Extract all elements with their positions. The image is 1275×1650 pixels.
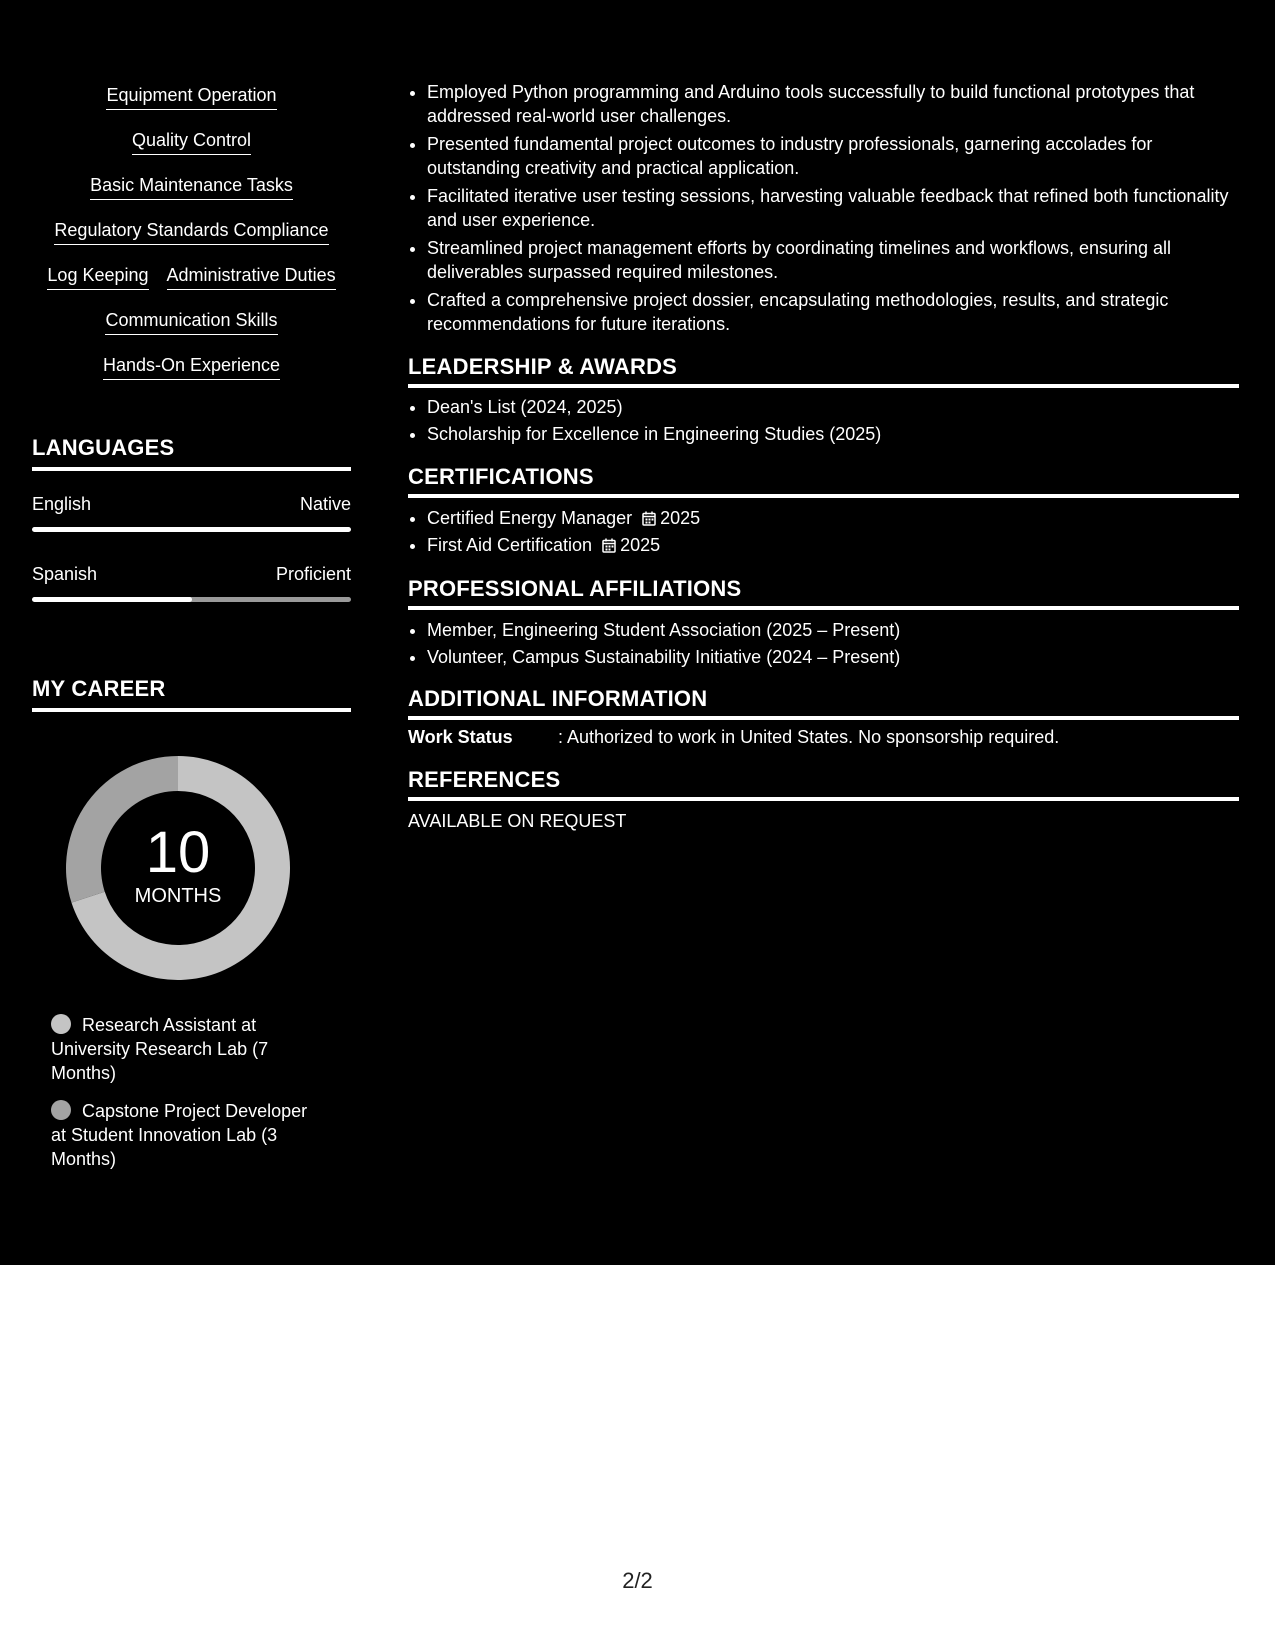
language-level: Proficient (275, 564, 351, 584)
career-total-unit: MONTHS (134, 884, 222, 907)
affiliation-item: • Volunteer, Campus Sustainability Initiative (2024 – Present) (427, 645, 900, 669)
skill-tag: Log Keeping (47, 264, 148, 290)
certification-item (427, 533, 700, 557)
leadership-heading: LEADERSHIP & AWARDS (408, 354, 1239, 388)
skill-row (32, 129, 351, 174)
experience-bullet: • Employed Python programming and Arduino tools successfully to build functional prototypes that addressed real-world user challenges. (427, 80, 1239, 128)
skill-row (32, 219, 351, 264)
language-proficiency-fill (32, 527, 351, 532)
career-heading: MY CAREER (32, 676, 351, 712)
skills-list (32, 84, 351, 399)
calendar-icon (642, 511, 656, 526)
language-proficiency-fill (32, 597, 192, 602)
additional-info-heading: ADDITIONAL INFORMATION (408, 686, 1239, 720)
leadership-list (408, 395, 881, 446)
work-status-label: Work Status (408, 727, 513, 747)
skill-tag: Hands-On Experience (103, 354, 280, 380)
skill-row (32, 174, 351, 219)
skill-tag: Basic Maintenance Tasks (90, 174, 293, 200)
experience-bullet: • Facilitated iterative user testing sessions, harvesting valuable feedback that refined both functionality and user experience. (427, 184, 1239, 232)
skill-row (32, 84, 351, 129)
language-proficiency-bar (32, 597, 351, 602)
language-level: Native (299, 494, 351, 514)
languages-heading: LANGUAGES (32, 435, 351, 471)
language-english (32, 494, 351, 532)
certification-year: 2025 (620, 535, 661, 555)
skill-tag: Quality Control (132, 129, 251, 155)
references-heading: REFERENCES (408, 767, 1239, 801)
work-status-row (408, 727, 1239, 748)
language-row (32, 494, 351, 515)
career-donut-chart (66, 756, 290, 980)
certifications-list (408, 506, 700, 557)
language-proficiency-bar (32, 527, 351, 532)
career-legend-item (51, 1099, 321, 1171)
affiliations-list (408, 618, 900, 669)
experience-bullet: • Streamlined project management efforts by coordinating timelines and workflows, ensuring all deliverables surpassed required milestones. (427, 236, 1239, 284)
certification-name: First Aid Certification (427, 535, 593, 555)
skill-tag: Communication Skills (105, 309, 277, 335)
skill-row (32, 309, 351, 354)
legend-dot (51, 1014, 71, 1034)
legend-dot (51, 1100, 71, 1120)
calendar-icon (602, 538, 616, 553)
certification-year: 2025 (660, 508, 701, 528)
references-text: AVAILABLE ON REQUEST (408, 811, 627, 831)
language-name: English (32, 494, 92, 514)
legend-label: Capstone Project Developer at Student Innovation Lab (3 Months) (51, 1101, 308, 1169)
page-number: 2/2 (622, 1568, 653, 1593)
language-name: Spanish (32, 564, 98, 584)
certifications-heading: CERTIFICATIONS (408, 464, 1239, 498)
certification-item (427, 506, 700, 530)
legend-label: Research Assistant at University Research Lab (7 Months) (51, 1015, 269, 1083)
experience-bullet: • Crafted a comprehensive project dossier, encapsulating methodologies, results, and strategic recommendations for future iterations. (427, 288, 1239, 336)
donut-center (66, 756, 290, 980)
certification-name: Certified Energy Manager (427, 508, 633, 528)
skill-row (32, 354, 351, 399)
skill-row (32, 264, 351, 309)
experience-bullets (408, 80, 1239, 336)
skill-tag: Regulatory Standards Compliance (54, 219, 328, 245)
award-item: • Scholarship for Excellence in Engineering Studies (2025) (427, 422, 881, 446)
award-item: • Dean's List (2024, 2025) (427, 395, 881, 419)
career-legend-item (51, 1013, 321, 1085)
affiliations-heading: PROFESSIONAL AFFILIATIONS (408, 576, 1239, 610)
experience-bullet: • Presented fundamental project outcomes to industry professionals, garnering accolades for outstanding creativity and practical application. (427, 132, 1239, 180)
career-total-value: 10 (145, 819, 211, 885)
language-row (32, 564, 351, 585)
affiliation-item: • Member, Engineering Student Association (2025 – Present) (427, 618, 900, 642)
language-spanish (32, 564, 351, 602)
skill-tag: Administrative Duties (167, 264, 336, 290)
work-status-value: : Authorized to work in United States. No sponsorship required. (558, 727, 1060, 747)
skill-tag: Equipment Operation (106, 84, 276, 110)
